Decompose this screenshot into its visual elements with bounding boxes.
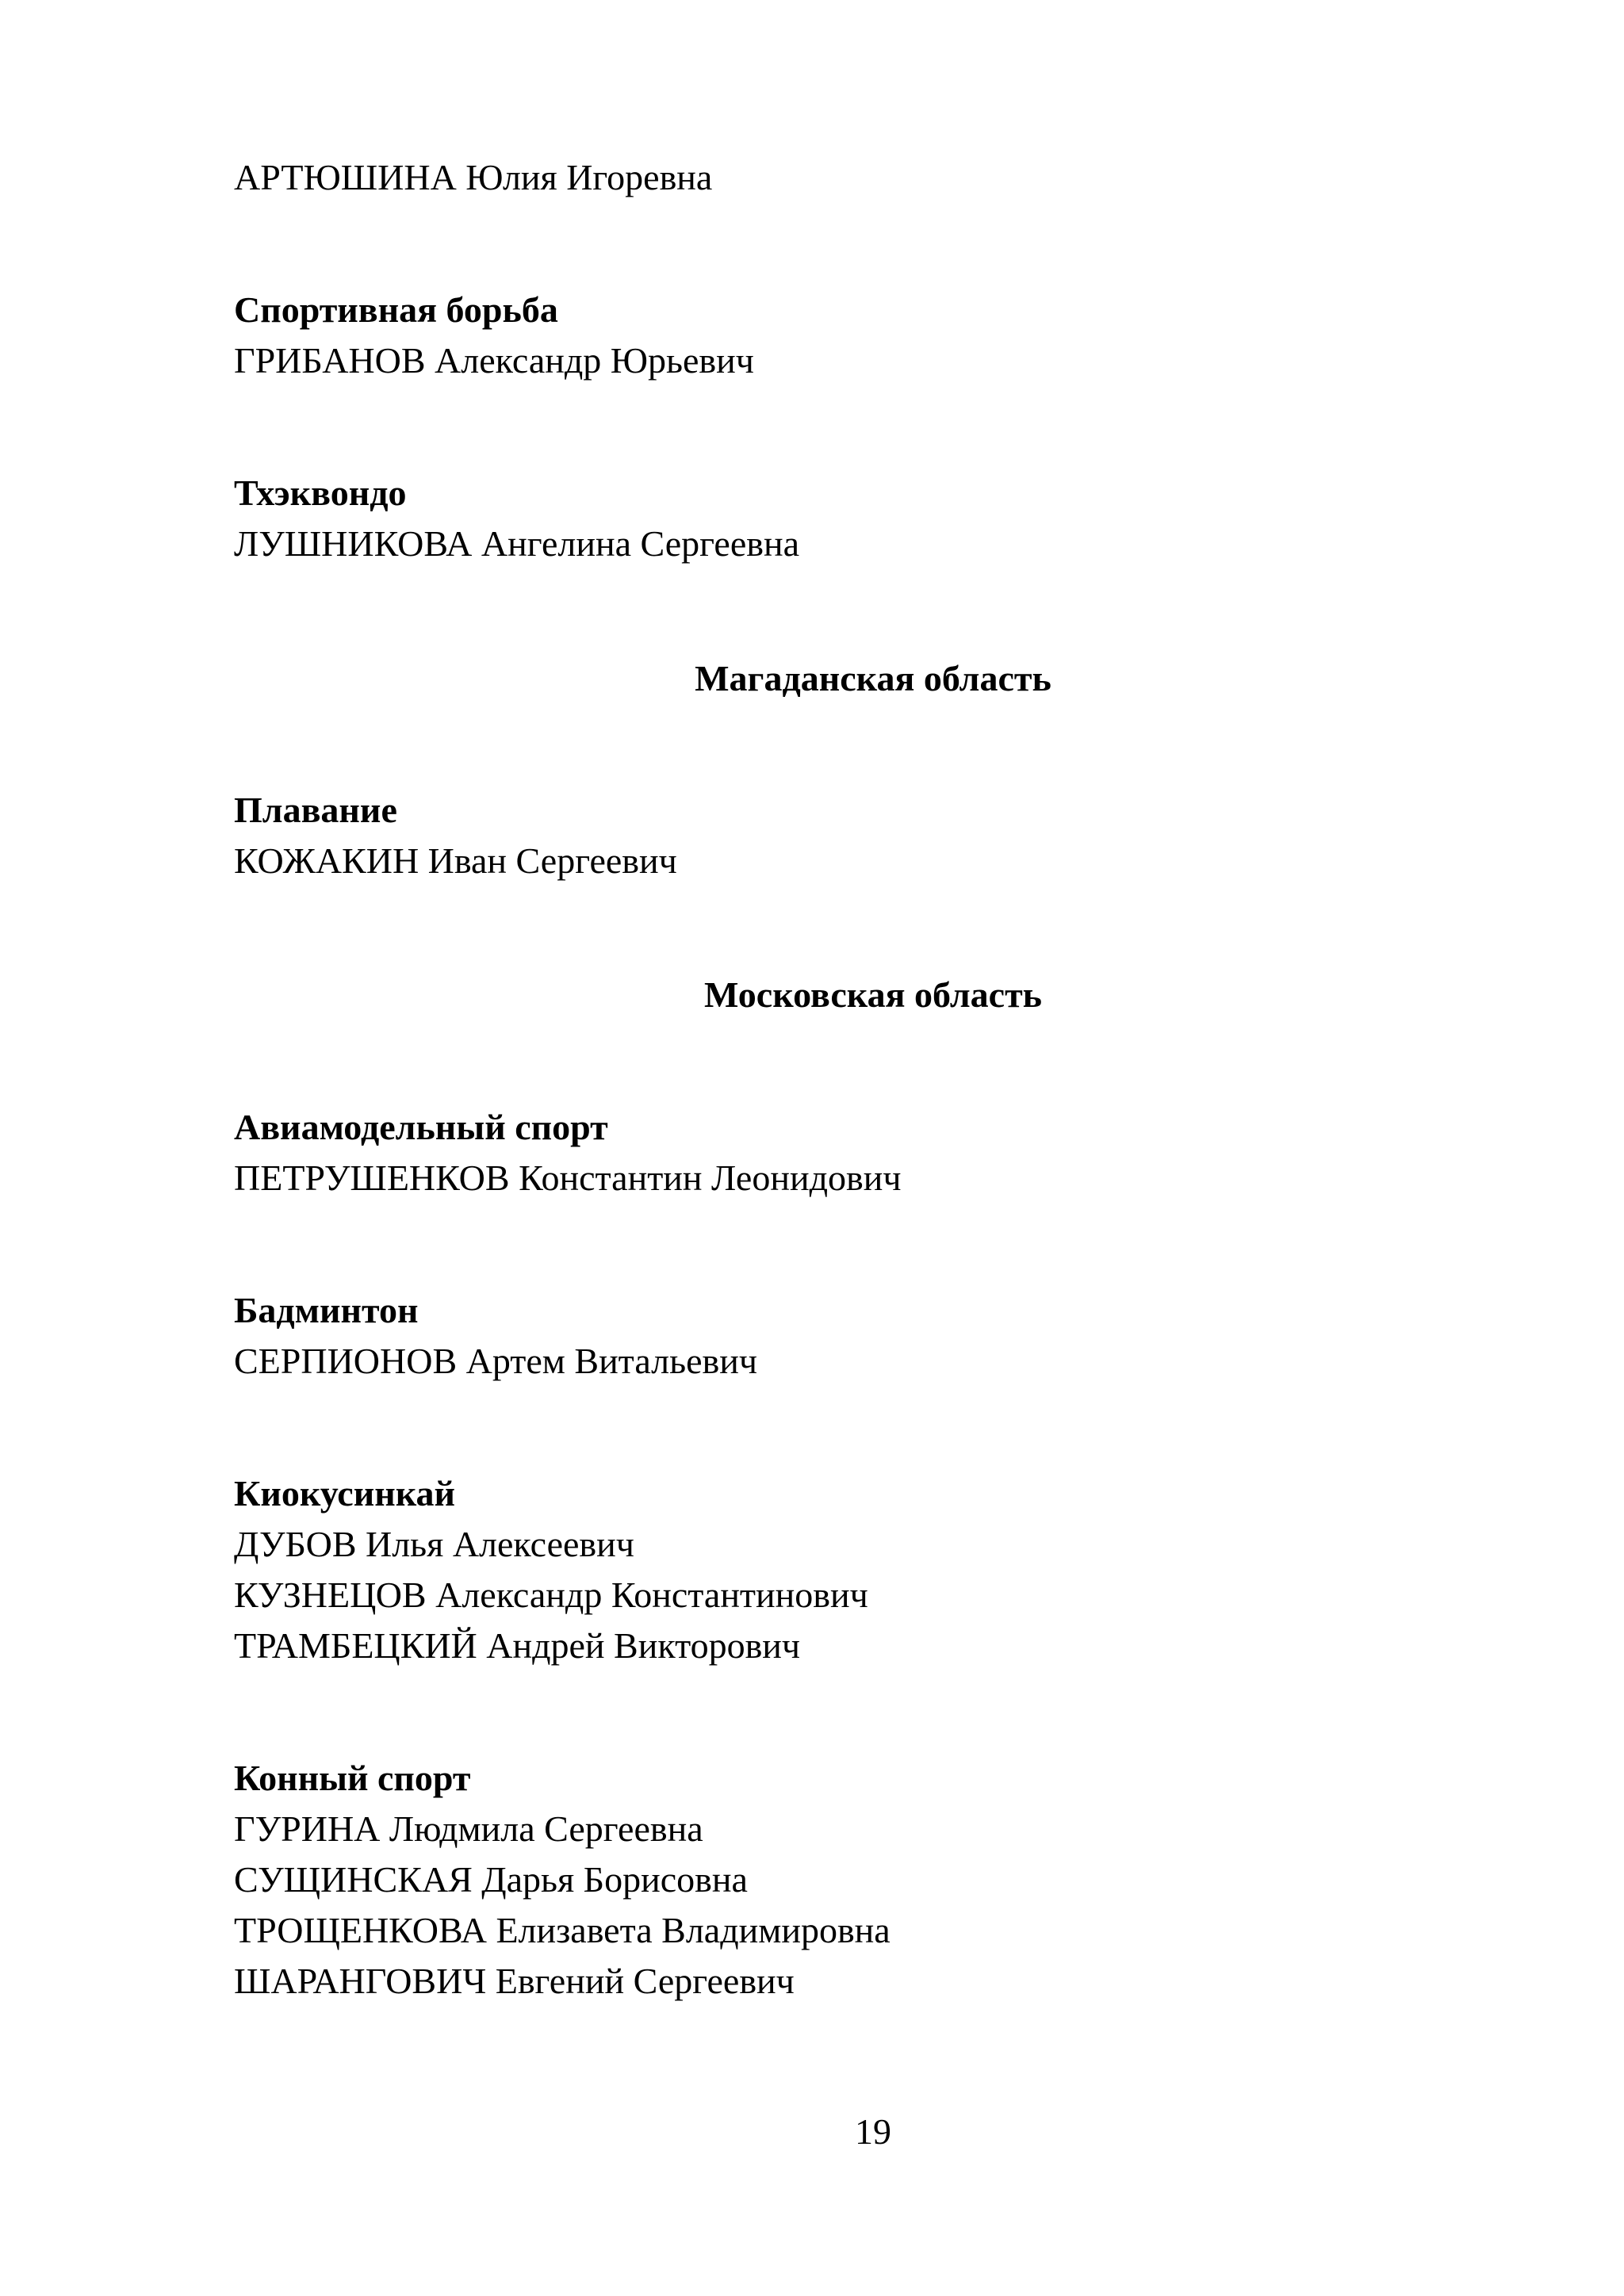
page-number: 19: [855, 2111, 891, 2152]
person-name: СУЩИНСКАЯ Дарья Борисовна: [234, 1859, 748, 1900]
sport-heading: Киокусинкай: [234, 1473, 456, 1513]
region-heading: Московская область: [704, 974, 1042, 1015]
sport-heading: Спортивная борьба: [234, 289, 558, 330]
person-name: ГУРИНА Людмила Сергеевна: [234, 1808, 703, 1849]
person-name: ПЕТРУШЕНКОВ Константин Леонидович: [234, 1158, 902, 1198]
person-name: ГРИБАНОВ Александр Юрьевич: [234, 340, 754, 381]
person-name: ДУБОВ Илья Алексеевич: [234, 1524, 634, 1564]
sport-heading: Авиамодельный спорт: [234, 1107, 608, 1147]
person-name: ТРАМБЕЦКИЙ Андрей Викторович: [234, 1625, 801, 1666]
sport-heading: Тхэквондо: [234, 473, 407, 513]
person-name: ШАРАНГОВИЧ Евгений Сергеевич: [234, 1961, 795, 2001]
person-name: КОЖАКИН Иван Сергеевич: [234, 840, 677, 881]
person-name: АРТЮШИНА Юлия Игоревна: [234, 157, 713, 197]
person-name: ЛУШНИКОВА Ангелина Сергеевна: [234, 523, 799, 564]
sport-heading: Плавание: [234, 790, 397, 830]
person-name: СЕРПИОНОВ Артем Витальевич: [234, 1341, 757, 1381]
person-name: ТРОЩЕНКОВА Елизавета Владимировна: [234, 1910, 891, 1950]
person-name: КУЗНЕЦОВ Александр Константинович: [234, 1575, 868, 1615]
sport-heading: Бадминтон: [234, 1290, 419, 1330]
sport-heading: Конный спорт: [234, 1758, 471, 1798]
region-heading: Магаданская область: [695, 658, 1051, 698]
